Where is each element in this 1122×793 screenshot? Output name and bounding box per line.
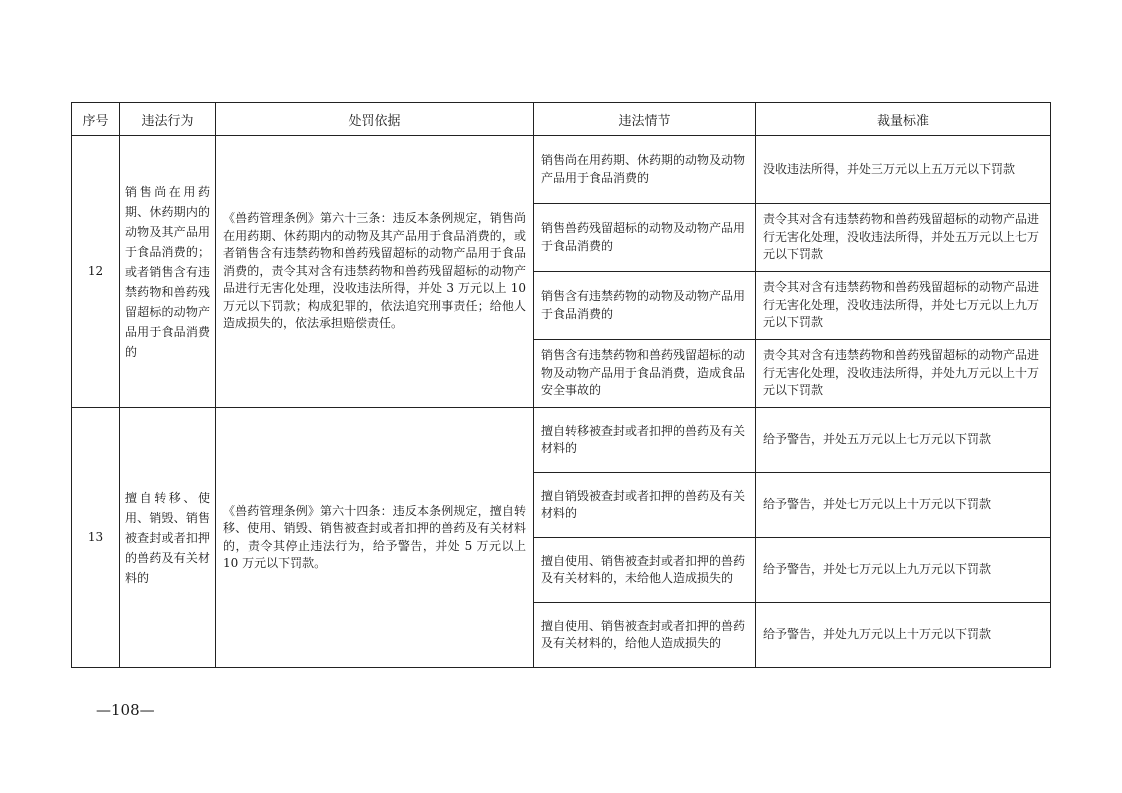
header-serial-number: 序号 <box>72 103 120 136</box>
header-discretion-standard: 裁量标准 <box>756 103 1051 136</box>
serial-number: 12 <box>72 136 120 408</box>
discretion-standard: 给予警告，并处九万元以上十万元以下罚款 <box>756 603 1051 668</box>
discretion-standard: 责令其对含有违禁药物和兽药残留超标的动物产品进行无害化处理，没收违法所得，并处七万元以上九万元以下罚款 <box>756 272 1051 340</box>
table-row <box>72 408 1051 473</box>
discretion-standard: 给予警告，并处七万元以上十万元以下罚款 <box>756 473 1051 538</box>
violation-circumstance: 擅自销毁被查封或者扣押的兽药及有关材料的 <box>534 473 756 538</box>
penalty-table <box>71 102 1051 668</box>
violation-act: 擅自转移、使用、销毁、销售被查封或者扣押的兽药及有关材料的 <box>120 408 216 668</box>
header-penalty-basis: 处罚依据 <box>216 103 534 136</box>
serial-number: 13 <box>72 408 120 668</box>
page-number: —108— <box>96 701 155 719</box>
violation-circumstance: 销售兽药残留超标的动物及动物产品用于食品消费的 <box>534 204 756 272</box>
discretion-standard: 没收违法所得，并处三万元以上五万元以下罚款 <box>756 136 1051 204</box>
violation-circumstance: 擅自使用、销售被查封或者扣押的兽药及有关材料的，未给他人造成损失的 <box>534 538 756 603</box>
penalty-basis: 《兽药管理条例》第六十四条：违反本条例规定，擅自转移、使用、销毁、销售被查封或者扣押的兽药及有关材料的，责令其停止违法行为，给予警告，并处 5 万元以上 10 万元以下罚款。 <box>216 408 534 668</box>
penalty-basis: 《兽药管理条例》第六十三条：违反本条例规定，销售尚在用药期、休药期内的动物及其产品用于食品消费的，或者销售含有违禁药物和兽药残留超标的动物产品用于食品消费的，责令其对含有违禁药物和兽药残留超标的动物产品进行无害化处理，没收违法所得，并处 3 万元以上 10 万元以下罚款；构成犯罪的，依法追究刑事责任；给他人造成损失的，依法承担赔偿责任。 <box>216 136 534 408</box>
discretion-standard: 责令其对含有违禁药物和兽药残留超标的动物产品进行无害化处理，没收违法所得，并处五万元以上七万元以下罚款 <box>756 204 1051 272</box>
discretion-standard: 给予警告，并处五万元以上七万元以下罚款 <box>756 408 1051 473</box>
header-violation-circumstance: 违法情节 <box>534 103 756 136</box>
violation-circumstance: 擅自使用、销售被查封或者扣押的兽药及有关材料的，给他人造成损失的 <box>534 603 756 668</box>
violation-circumstance: 销售含有违禁药物的动物及动物产品用于食品消费的 <box>534 272 756 340</box>
header-violation-act: 违法行为 <box>120 103 216 136</box>
violation-circumstance: 销售含有违禁药物和兽药残留超标的动物及动物产品用于食品消费，造成食品安全事故的 <box>534 340 756 408</box>
violation-circumstance: 销售尚在用药期、休药期的动物及动物产品用于食品消费的 <box>534 136 756 204</box>
violation-act: 销售尚在用药期、休药期内的动物及其产品用于食品消费的；或者销售含有违禁药物和兽药残留超标的动物产品用于食品消费的 <box>120 136 216 408</box>
violation-circumstance: 擅自转移被查封或者扣押的兽药及有关材料的 <box>534 408 756 473</box>
discretion-standard: 责令其对含有违禁药物和兽药残留超标的动物产品进行无害化处理，没收违法所得，并处九万元以上十万元以下罚款 <box>756 340 1051 408</box>
header-row <box>72 103 1051 136</box>
table-row <box>72 136 1051 204</box>
discretion-standard: 给予警告，并处七万元以上九万元以下罚款 <box>756 538 1051 603</box>
